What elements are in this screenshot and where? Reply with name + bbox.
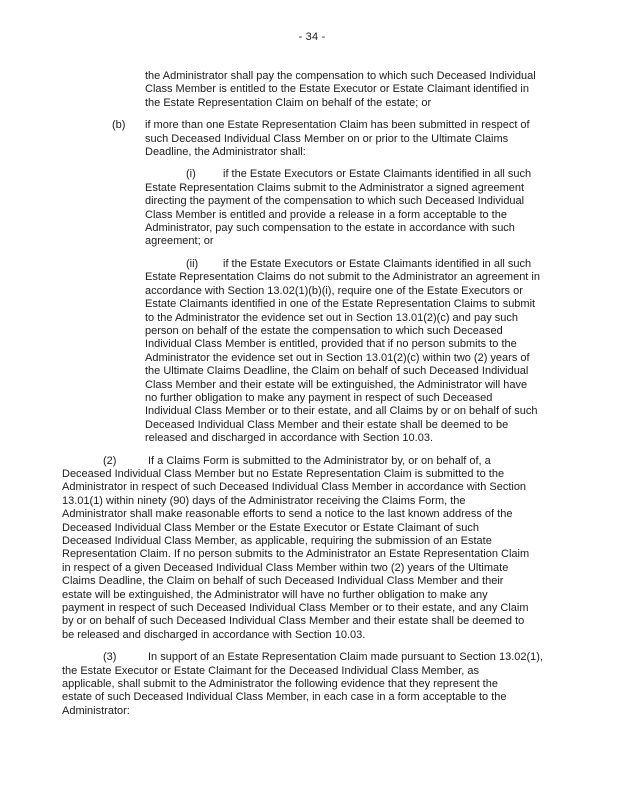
paragraph-clause-a-continuation: [145, 70, 624, 110]
text-line: if the Estate Executors or Estate Claimants identified in all such: [223, 257, 532, 270]
text-line: Administrator in respect of such Deceased Individual Class Member in accordance with Section: [62, 481, 527, 494]
text-line: Estate Representation Claims do not submit to the Administrator an agreement in: [145, 271, 540, 284]
text-line: the Estate Executor or Estate Claimant for the Deceased Individual Class Member, as: [62, 664, 479, 677]
paragraph-label: (ii): [186, 257, 199, 270]
paragraph-label: (3): [103, 651, 117, 664]
text-line: Claims Deadline, the Claim on behalf of such Deceased Individual Class Member and their: [62, 575, 504, 588]
text-line: to the Administrator the evidence set out in Section 13.01(2)(c) and pay such: [145, 311, 518, 324]
text-line: no further obligation to make any payment in respect of such Deceased: [145, 391, 493, 404]
text-line: in respect of a given Deceased Individual Class Member within two (2) years of the Ultimate: [62, 561, 509, 574]
text-line: person on behalf of the estate the compensation to which such Deceased: [145, 324, 503, 337]
paragraph-section-13-02-2: [62, 455, 624, 643]
text-line: accordance with Section 13.02(1)(b)(i), require one of the Estate Executors or: [145, 284, 523, 297]
text-line: by or on behalf of such Deceased Individual Class Member and their estate shall be deemed to: [62, 615, 525, 628]
page-number: - 34 -: [298, 31, 326, 43]
text-line: released and discharged in accordance with Section 10.03.: [145, 432, 434, 445]
text-line: such Deceased Individual Class Member on or prior to the Ultimate Claims: [145, 132, 509, 145]
text-line: the Estate Representation Claim on behalf of the estate; or: [145, 96, 432, 109]
text-line: In support of an Estate Representation Claim made pursuant to Section 13.02(1),: [148, 651, 544, 664]
text-line: Administrator, pay such compensation to the estate in accordance with such: [145, 222, 515, 235]
text-line: estate will be extinguished, the Administrator will have no further obligation to make any: [62, 588, 488, 601]
text-line: If a Claims Form is submitted to the Administrator by, or on behalf of, a: [148, 454, 491, 467]
paragraph-clause-b-ii: [145, 258, 624, 446]
text-line: Estate Claimants identified in one of the Estate Representation Claims to submit: [145, 298, 536, 311]
text-line: Estate Representation Claims submit to the Administrator a signed agreement: [145, 181, 525, 194]
paragraph-label: (2): [103, 454, 117, 467]
text-line: Deceased Individual Class Member but no Estate Representation Claim is submitted to the: [62, 467, 505, 480]
text-line: Class Member is entitled and provide a release in a form acceptable to the: [145, 208, 507, 221]
text-line: Deceased Individual Class Member, as applicable, requiring the submission of an Estate: [62, 535, 492, 547]
document-body: [0, 70, 624, 718]
text-line: Administrator the evidence set out in Section 13.01(2)(c) within two (2) years of: [145, 351, 530, 364]
paragraph-label: (i): [186, 168, 196, 181]
text-line: Individual Class Member or to their estate, and all Claims by or on behalf of such: [145, 405, 538, 418]
text-line: the Administrator shall pay the compensation to which such Deceased Individual: [145, 70, 536, 82]
text-line: Administrator shall make reasonable efforts to send a notice to the last known address of the: [62, 508, 513, 521]
text-line: agreement; or: [145, 235, 214, 248]
text-line: Deadline, the Administrator shall:: [145, 146, 306, 159]
text-line: directing the payment of the compensation to which such Deceased Individual: [145, 195, 525, 208]
text-line: Deceased Individual Class Member or the Estate Executor or Estate Claimant of such: [62, 521, 479, 534]
text-line: 13.01(1) within ninety (90) days of the Administrator receiving the Claims Form, the: [62, 494, 466, 507]
paragraph-section-13-02-3: [62, 651, 624, 718]
text-line: applicable, shall submit to the Administrator the following evidence that they represent the: [62, 678, 498, 691]
paragraph-clause-b-i: [145, 168, 624, 248]
text-line: if more than one Estate Representation Claim has been submitted in respect of: [145, 119, 530, 132]
text-line: estate of such Deceased Individual Class Member, in each case in a form acceptable to the: [62, 691, 507, 704]
text-line: Representation Claim. If no person submits to the Administrator an Estate Representation Claim: [62, 548, 530, 561]
text-line: be released and discharged in accordance with Section 10.03.: [62, 628, 366, 641]
text-line: payment in respect of such Deceased Individual Class Member or to their estate, and any Claim: [62, 602, 529, 615]
text-line: Individual Class Member is entitled, provided that if no person submits to the: [145, 338, 517, 351]
text-line: Administrator:: [62, 704, 130, 717]
text-line: Deceased Individual Class Member and their estate shall be deemed to be: [145, 418, 509, 431]
text-line: the Ultimate Claims Deadline, the Claim on behalf of such Deceased Individual: [145, 365, 529, 378]
text-line: Class Member and their estate will be extinguished, the Administrator will have: [145, 378, 528, 391]
text-line: Class Member is entitled to the Estate Executor or Estate Claimant identified in: [145, 83, 529, 96]
paragraph-clause-b: [112, 119, 624, 159]
text-line: if the Estate Executors or Estate Claimants identified in all such: [223, 168, 532, 181]
paragraph-label: (b): [112, 119, 126, 132]
